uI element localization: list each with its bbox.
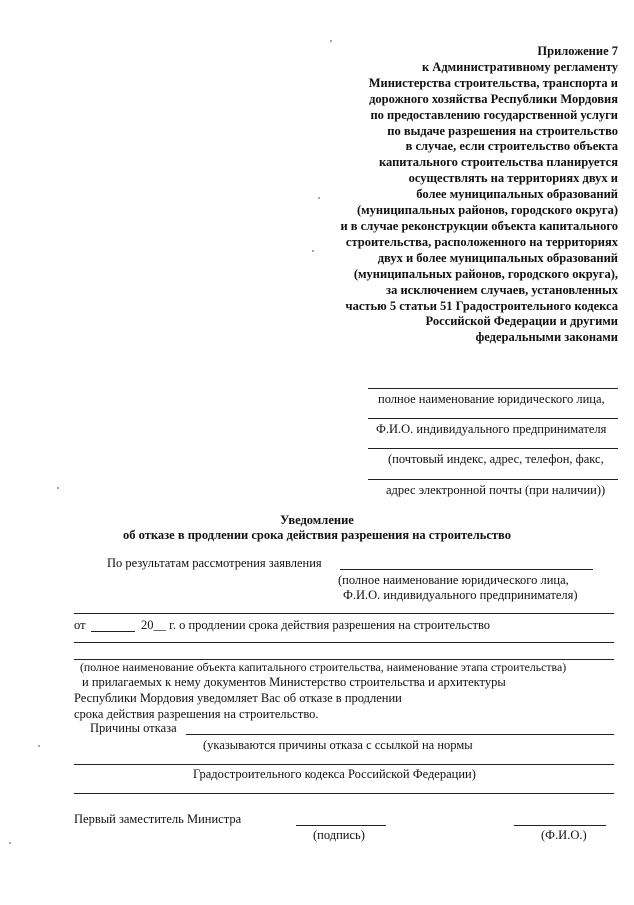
scan-speck — [312, 250, 314, 252]
appendix-line: дорожного хозяйства Республики Мордовия — [369, 91, 618, 106]
appendix-line: капитального строительства планируется — [378, 155, 618, 170]
signature-position: Первый заместитель Министра — [74, 812, 242, 826]
applicant-caption-1: (полное наименование юридического лица, — [338, 573, 569, 587]
from-prefix: от — [74, 618, 86, 632]
appendix-line: более муниципальных образований — [416, 187, 618, 202]
object-caption: (полное наименование объекта капитального строительства, наименование этапа строительства) — [80, 660, 567, 674]
appendix-line: по предоставлению государственной услуги — [370, 107, 618, 122]
appendix-line: частью 5 статьи 51 Градостроительного кодекса — [345, 298, 618, 313]
appendix-line: по выдаче разрешения на строительство — [387, 123, 618, 138]
recipient-address-line — [368, 448, 618, 449]
appendix-line: Российской Федерации и другими — [425, 314, 618, 329]
appendix-line: осуществлять на территориях двух и — [408, 171, 618, 186]
appendix-line: за исключением случаев, установленных — [386, 282, 618, 297]
appendix-header — [340, 44, 618, 346]
appendix-line: к Административному регламенту — [421, 59, 618, 74]
scan-speck — [330, 40, 332, 42]
appendix-line: федеральными законами — [475, 330, 618, 345]
recipient-email-caption: адрес электронной почты (при наличии)) — [386, 483, 606, 497]
scan-speck — [318, 197, 320, 199]
reasons-line-2 — [74, 764, 614, 765]
reasons-caption-2: Градостроительного кодекса Российской Федерации) — [193, 767, 476, 781]
appendix-line: (муниципальных районов, городского округа) — [357, 203, 618, 218]
applicant-line — [340, 569, 593, 570]
recipient-fio-caption: Ф.И.О. индивидуального предпринимателя — [376, 422, 607, 436]
appendix-line: Приложение 7 — [537, 44, 618, 58]
notice-title: Уведомление — [280, 513, 354, 527]
reasons-line — [186, 734, 614, 735]
applicant-full-line — [74, 613, 614, 614]
signature-fio-line — [514, 825, 606, 826]
reasons-label: Причины отказа — [90, 721, 177, 735]
appendix-line: строительства, расположенного на территориях — [345, 234, 618, 249]
recipient-name-line — [368, 388, 618, 389]
year-label: 20__ г. о продлении срока действия разрешения на строительство — [141, 618, 491, 632]
recipient-address-caption: (почтовый индекс, адрес, телефон, факс, — [388, 452, 604, 466]
review-label: По результатам рассмотрения заявления — [107, 556, 322, 570]
appendix-line: двух и более муниципальных образований — [377, 250, 618, 265]
appendix-line: в случае, если строительство объекта — [405, 139, 618, 154]
signature-fio-caption: (Ф.И.О.) — [541, 828, 587, 842]
notice-subtitle: об отказе в продлении срока действия разрешения на строительство — [123, 528, 511, 542]
signature-line — [296, 825, 386, 826]
applicant-caption-2: Ф.И.О. индивидуального предпринимателя) — [343, 588, 578, 602]
date-line — [91, 631, 135, 632]
reasons-caption-1: (указываются причины отказа с ссылкой на нормы — [203, 738, 473, 752]
recipient-email-line — [368, 479, 618, 480]
reasons-line-3 — [74, 793, 614, 794]
appendix-line: Министерства строительства, транспорта и — [368, 75, 618, 90]
signature-caption: (подпись) — [313, 828, 365, 842]
appendix-line: и в случае реконструкции объекта капитального — [340, 218, 618, 233]
ministry-line-1: и прилагаемых к нему документов Министерство строительства и архитектуры — [82, 675, 506, 689]
scan-speck — [57, 487, 59, 489]
recipient-fio-line — [368, 418, 618, 419]
ministry-line-3: срока действия разрешения на строительство. — [74, 707, 319, 721]
appendix-line: (муниципальных районов, городского округа), — [353, 266, 618, 281]
ministry-line-2: Республики Мордовия уведомляет Вас об отказе в продлении — [74, 691, 402, 705]
object-line-1 — [74, 642, 614, 643]
recipient-name-caption: полное наименование юридического лица, — [378, 392, 605, 406]
scan-speck — [38, 745, 40, 747]
scan-speck — [9, 842, 11, 844]
